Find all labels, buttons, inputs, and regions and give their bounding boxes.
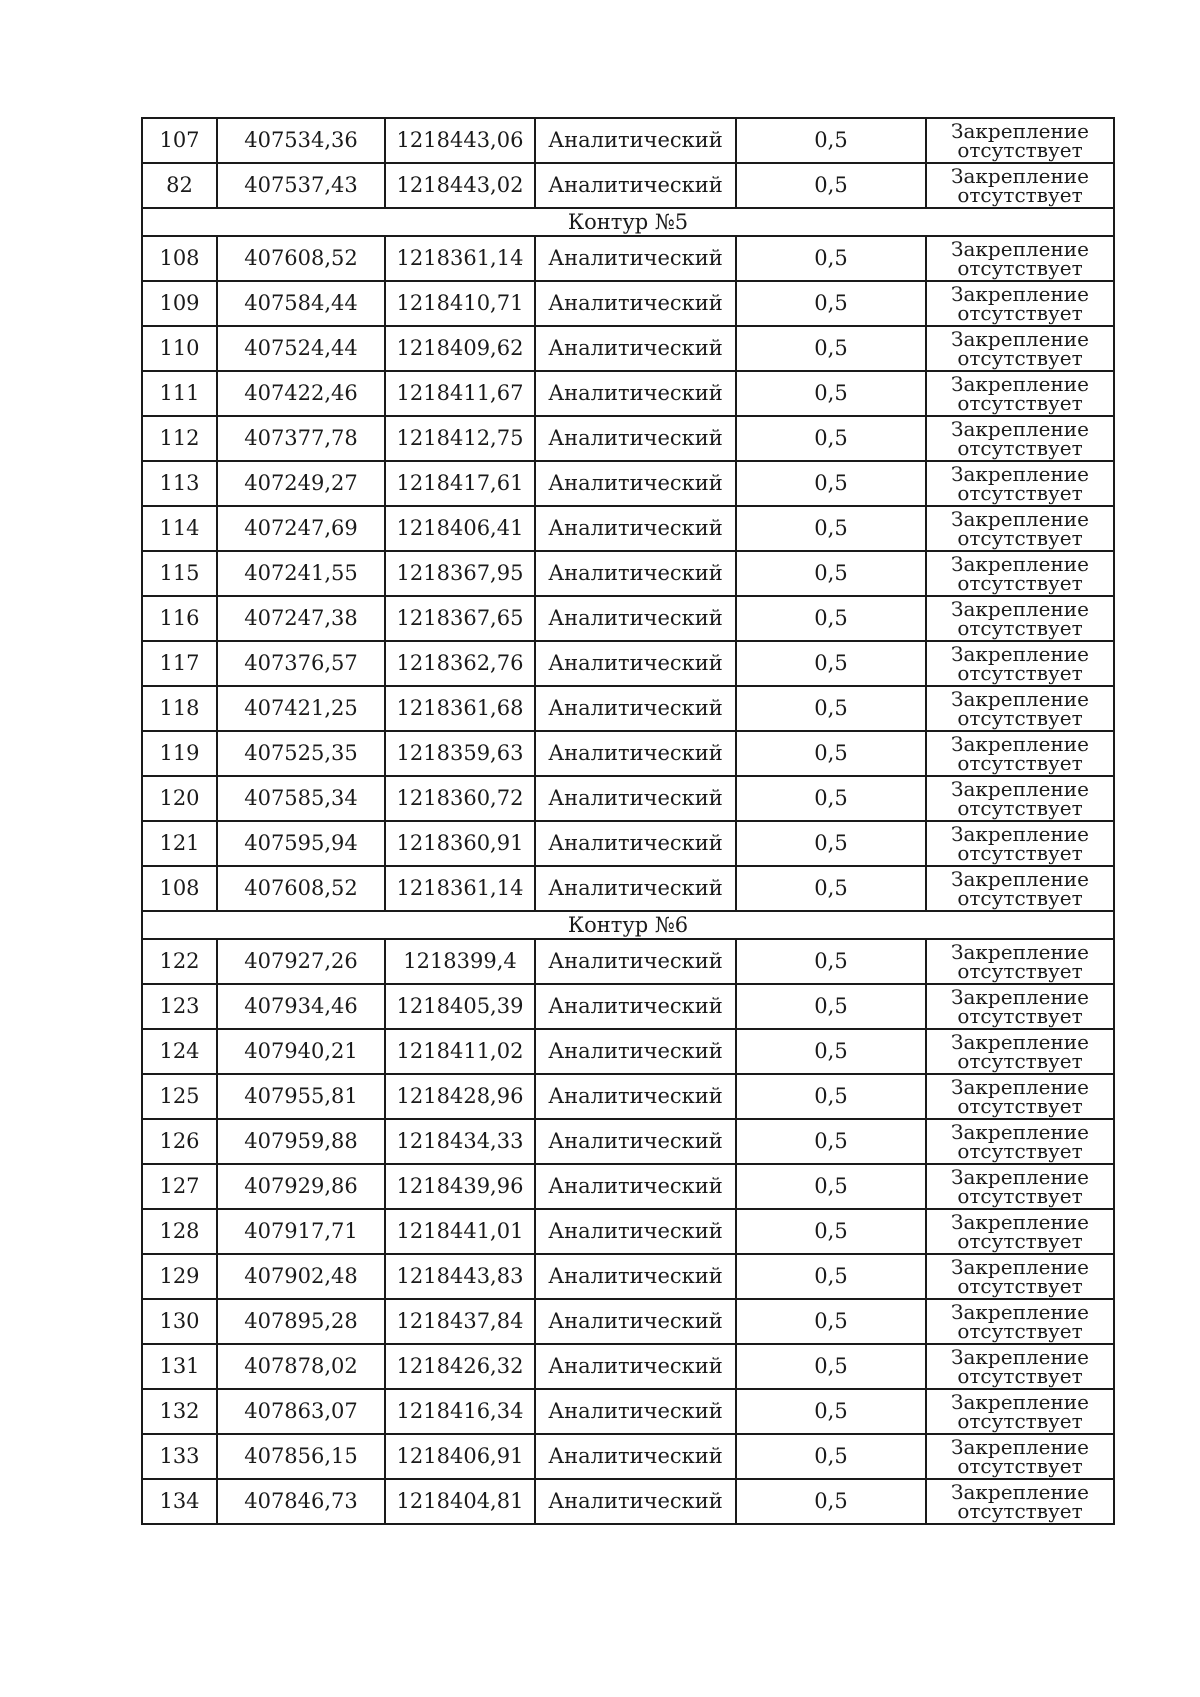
x-coordinate-cell: 407241,55 [217, 551, 385, 596]
fixing-cell: Закрепление отсутствует [926, 1029, 1114, 1074]
table-row [142, 1434, 1114, 1479]
accuracy-cell: 0,5 [736, 1344, 926, 1389]
method-cell: Аналитический [535, 1299, 736, 1344]
method-cell: Аналитический [535, 641, 736, 686]
method-cell: Аналитический [535, 821, 736, 866]
y-coordinate-cell: 1218443,06 [385, 118, 535, 163]
fixing-cell: Закрепление отсутствует [926, 1119, 1114, 1164]
table-row [142, 551, 1114, 596]
accuracy-cell: 0,5 [736, 984, 926, 1029]
fixing-cell: Закрепление отсутствует [926, 281, 1114, 326]
y-coordinate-cell: 1218359,63 [385, 731, 535, 776]
section-header-row [142, 911, 1114, 939]
section-title: Контур №6 [142, 911, 1114, 939]
y-coordinate-cell: 1218360,91 [385, 821, 535, 866]
fixing-cell: Закрепление отсутствует [926, 1344, 1114, 1389]
method-cell: Аналитический [535, 939, 736, 984]
point-number-cell: 130 [142, 1299, 217, 1344]
method-cell: Аналитический [535, 1119, 736, 1164]
accuracy-cell: 0,5 [736, 1299, 926, 1344]
x-coordinate-cell: 407377,78 [217, 416, 385, 461]
method-cell: Аналитический [535, 1074, 736, 1119]
coordinates-table [141, 117, 1115, 1525]
x-coordinate-cell: 407902,48 [217, 1254, 385, 1299]
accuracy-cell: 0,5 [736, 821, 926, 866]
x-coordinate-cell: 407537,43 [217, 163, 385, 208]
fixing-cell: Закрепление отсутствует [926, 326, 1114, 371]
y-coordinate-cell: 1218409,62 [385, 326, 535, 371]
y-coordinate-cell: 1218360,72 [385, 776, 535, 821]
accuracy-cell: 0,5 [736, 596, 926, 641]
y-coordinate-cell: 1218406,91 [385, 1434, 535, 1479]
point-number-cell: 125 [142, 1074, 217, 1119]
fixing-cell: Закрепление отсутствует [926, 1434, 1114, 1479]
accuracy-cell: 0,5 [736, 1209, 926, 1254]
y-coordinate-cell: 1218410,71 [385, 281, 535, 326]
accuracy-cell: 0,5 [736, 416, 926, 461]
table-row [142, 163, 1114, 208]
point-number-cell: 116 [142, 596, 217, 641]
method-cell: Аналитический [535, 371, 736, 416]
table-row [142, 1389, 1114, 1434]
method-cell: Аналитический [535, 1209, 736, 1254]
point-number-cell: 126 [142, 1119, 217, 1164]
accuracy-cell: 0,5 [736, 461, 926, 506]
fixing-cell: Закрепление отсутствует [926, 1479, 1114, 1524]
fixing-cell: Закрепление отсутствует [926, 163, 1114, 208]
y-coordinate-cell: 1218361,14 [385, 236, 535, 281]
x-coordinate-cell: 407608,52 [217, 236, 385, 281]
point-number-cell: 110 [142, 326, 217, 371]
point-number-cell: 109 [142, 281, 217, 326]
method-cell: Аналитический [535, 1479, 736, 1524]
y-coordinate-cell: 1218443,83 [385, 1254, 535, 1299]
point-number-cell: 108 [142, 866, 217, 911]
x-coordinate-cell: 407929,86 [217, 1164, 385, 1209]
fixing-cell: Закрепление отсутствует [926, 236, 1114, 281]
fixing-cell: Закрепление отсутствует [926, 596, 1114, 641]
method-cell: Аналитический [535, 236, 736, 281]
table-row [142, 1479, 1114, 1524]
y-coordinate-cell: 1218411,02 [385, 1029, 535, 1074]
accuracy-cell: 0,5 [736, 641, 926, 686]
accuracy-cell: 0,5 [736, 281, 926, 326]
y-coordinate-cell: 1218362,76 [385, 641, 535, 686]
point-number-cell: 112 [142, 416, 217, 461]
accuracy-cell: 0,5 [736, 1119, 926, 1164]
point-number-cell: 129 [142, 1254, 217, 1299]
y-coordinate-cell: 1218367,95 [385, 551, 535, 596]
x-coordinate-cell: 407955,81 [217, 1074, 385, 1119]
y-coordinate-cell: 1218441,01 [385, 1209, 535, 1254]
point-number-cell: 127 [142, 1164, 217, 1209]
method-cell: Аналитический [535, 984, 736, 1029]
accuracy-cell: 0,5 [736, 506, 926, 551]
method-cell: Аналитический [535, 731, 736, 776]
point-number-cell: 115 [142, 551, 217, 596]
method-cell: Аналитический [535, 1389, 736, 1434]
x-coordinate-cell: 407846,73 [217, 1479, 385, 1524]
x-coordinate-cell: 407247,69 [217, 506, 385, 551]
method-cell: Аналитический [535, 1434, 736, 1479]
x-coordinate-cell: 407524,44 [217, 326, 385, 371]
accuracy-cell: 0,5 [736, 371, 926, 416]
method-cell: Аналитический [535, 1029, 736, 1074]
point-number-cell: 108 [142, 236, 217, 281]
table-body [142, 118, 1114, 1524]
accuracy-cell: 0,5 [736, 1434, 926, 1479]
x-coordinate-cell: 407856,15 [217, 1434, 385, 1479]
y-coordinate-cell: 1218417,61 [385, 461, 535, 506]
accuracy-cell: 0,5 [736, 1074, 926, 1119]
x-coordinate-cell: 407608,52 [217, 866, 385, 911]
method-cell: Аналитический [535, 1254, 736, 1299]
accuracy-cell: 0,5 [736, 236, 926, 281]
y-coordinate-cell: 1218426,32 [385, 1344, 535, 1389]
accuracy-cell: 0,5 [736, 686, 926, 731]
x-coordinate-cell: 407247,38 [217, 596, 385, 641]
table-row [142, 939, 1114, 984]
point-number-cell: 113 [142, 461, 217, 506]
table-row [142, 1299, 1114, 1344]
table-row [142, 731, 1114, 776]
fixing-cell: Закрепление отсутствует [926, 1389, 1114, 1434]
fixing-cell: Закрепление отсутствует [926, 731, 1114, 776]
x-coordinate-cell: 407595,94 [217, 821, 385, 866]
fixing-cell: Закрепление отсутствует [926, 1074, 1114, 1119]
fixing-cell: Закрепление отсутствует [926, 686, 1114, 731]
x-coordinate-cell: 407534,36 [217, 118, 385, 163]
y-coordinate-cell: 1218437,84 [385, 1299, 535, 1344]
point-number-cell: 123 [142, 984, 217, 1029]
table-row [142, 1344, 1114, 1389]
point-number-cell: 117 [142, 641, 217, 686]
fixing-cell: Закрепление отсутствует [926, 866, 1114, 911]
fixing-cell: Закрепление отсутствует [926, 416, 1114, 461]
table-row [142, 1254, 1114, 1299]
table-row [142, 1074, 1114, 1119]
point-number-cell: 133 [142, 1434, 217, 1479]
y-coordinate-cell: 1218434,33 [385, 1119, 535, 1164]
x-coordinate-cell: 407959,88 [217, 1119, 385, 1164]
fixing-cell: Закрепление отсутствует [926, 461, 1114, 506]
accuracy-cell: 0,5 [736, 1479, 926, 1524]
fixing-cell: Закрепление отсутствует [926, 118, 1114, 163]
table-row [142, 821, 1114, 866]
x-coordinate-cell: 407934,46 [217, 984, 385, 1029]
method-cell: Аналитический [535, 461, 736, 506]
y-coordinate-cell: 1218406,41 [385, 506, 535, 551]
x-coordinate-cell: 407927,26 [217, 939, 385, 984]
point-number-cell: 107 [142, 118, 217, 163]
table-row [142, 596, 1114, 641]
accuracy-cell: 0,5 [736, 326, 926, 371]
point-number-cell: 120 [142, 776, 217, 821]
x-coordinate-cell: 407878,02 [217, 1344, 385, 1389]
method-cell: Аналитический [535, 686, 736, 731]
accuracy-cell: 0,5 [736, 1164, 926, 1209]
point-number-cell: 121 [142, 821, 217, 866]
fixing-cell: Закрепление отсутствует [926, 506, 1114, 551]
y-coordinate-cell: 1218405,39 [385, 984, 535, 1029]
table-row [142, 118, 1114, 163]
x-coordinate-cell: 407863,07 [217, 1389, 385, 1434]
accuracy-cell: 0,5 [736, 551, 926, 596]
table-row [142, 506, 1114, 551]
point-number-cell: 124 [142, 1029, 217, 1074]
table-row [142, 1164, 1114, 1209]
point-number-cell: 111 [142, 371, 217, 416]
y-coordinate-cell: 1218361,14 [385, 866, 535, 911]
y-coordinate-cell: 1218399,4 [385, 939, 535, 984]
method-cell: Аналитический [535, 1344, 736, 1389]
x-coordinate-cell: 407249,27 [217, 461, 385, 506]
section-title: Контур №5 [142, 208, 1114, 236]
section-header-row [142, 208, 1114, 236]
x-coordinate-cell: 407584,44 [217, 281, 385, 326]
x-coordinate-cell: 407376,57 [217, 641, 385, 686]
accuracy-cell: 0,5 [736, 776, 926, 821]
accuracy-cell: 0,5 [736, 866, 926, 911]
x-coordinate-cell: 407585,34 [217, 776, 385, 821]
point-number-cell: 134 [142, 1479, 217, 1524]
fixing-cell: Закрепление отсутствует [926, 551, 1114, 596]
accuracy-cell: 0,5 [736, 1254, 926, 1299]
fixing-cell: Закрепление отсутствует [926, 984, 1114, 1029]
x-coordinate-cell: 407421,25 [217, 686, 385, 731]
fixing-cell: Закрепление отсутствует [926, 1164, 1114, 1209]
point-number-cell: 131 [142, 1344, 217, 1389]
method-cell: Аналитический [535, 1164, 736, 1209]
method-cell: Аналитический [535, 551, 736, 596]
x-coordinate-cell: 407917,71 [217, 1209, 385, 1254]
fixing-cell: Закрепление отсутствует [926, 1299, 1114, 1344]
fixing-cell: Закрепление отсутствует [926, 821, 1114, 866]
x-coordinate-cell: 407940,21 [217, 1029, 385, 1074]
method-cell: Аналитический [535, 163, 736, 208]
x-coordinate-cell: 407895,28 [217, 1299, 385, 1344]
point-number-cell: 114 [142, 506, 217, 551]
method-cell: Аналитический [535, 506, 736, 551]
y-coordinate-cell: 1218411,67 [385, 371, 535, 416]
table-row [142, 984, 1114, 1029]
table-row [142, 281, 1114, 326]
point-number-cell: 128 [142, 1209, 217, 1254]
table-row [142, 461, 1114, 506]
accuracy-cell: 0,5 [736, 1029, 926, 1074]
accuracy-cell: 0,5 [736, 163, 926, 208]
y-coordinate-cell: 1218439,96 [385, 1164, 535, 1209]
point-number-cell: 118 [142, 686, 217, 731]
table-row [142, 866, 1114, 911]
fixing-cell: Закрепление отсутствует [926, 1254, 1114, 1299]
method-cell: Аналитический [535, 776, 736, 821]
accuracy-cell: 0,5 [736, 731, 926, 776]
method-cell: Аналитический [535, 281, 736, 326]
table-row [142, 236, 1114, 281]
table-row [142, 1029, 1114, 1074]
fixing-cell: Закрепление отсутствует [926, 939, 1114, 984]
accuracy-cell: 0,5 [736, 1389, 926, 1434]
y-coordinate-cell: 1218428,96 [385, 1074, 535, 1119]
x-coordinate-cell: 407525,35 [217, 731, 385, 776]
table-row [142, 326, 1114, 371]
method-cell: Аналитический [535, 866, 736, 911]
table-row [142, 1209, 1114, 1254]
table-row [142, 1119, 1114, 1164]
fixing-cell: Закрепление отсутствует [926, 1209, 1114, 1254]
accuracy-cell: 0,5 [736, 118, 926, 163]
point-number-cell: 132 [142, 1389, 217, 1434]
table-row [142, 776, 1114, 821]
method-cell: Аналитический [535, 596, 736, 641]
fixing-cell: Закрепление отсутствует [926, 776, 1114, 821]
table-row [142, 371, 1114, 416]
y-coordinate-cell: 1218416,34 [385, 1389, 535, 1434]
y-coordinate-cell: 1218404,81 [385, 1479, 535, 1524]
point-number-cell: 119 [142, 731, 217, 776]
accuracy-cell: 0,5 [736, 939, 926, 984]
fixing-cell: Закрепление отсутствует [926, 371, 1114, 416]
y-coordinate-cell: 1218361,68 [385, 686, 535, 731]
method-cell: Аналитический [535, 416, 736, 461]
y-coordinate-cell: 1218443,02 [385, 163, 535, 208]
y-coordinate-cell: 1218412,75 [385, 416, 535, 461]
table-row [142, 641, 1114, 686]
fixing-cell: Закрепление отсутствует [926, 641, 1114, 686]
y-coordinate-cell: 1218367,65 [385, 596, 535, 641]
table-row [142, 416, 1114, 461]
point-number-cell: 82 [142, 163, 217, 208]
point-number-cell: 122 [142, 939, 217, 984]
method-cell: Аналитический [535, 118, 736, 163]
method-cell: Аналитический [535, 326, 736, 371]
table-row [142, 686, 1114, 731]
x-coordinate-cell: 407422,46 [217, 371, 385, 416]
